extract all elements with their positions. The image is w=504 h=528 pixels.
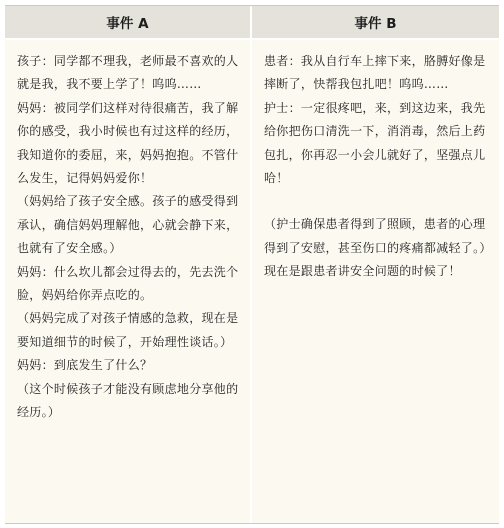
dialogue-mother-2: 妈妈：什么坎儿都会过得去的，先去洗个脸，妈妈给你弄点吃的。 [17, 264, 239, 303]
comparison-table [5, 5, 499, 524]
dialogue-mother-1: 妈妈：被同学们这样对待很痛苦，我了解你的感受，我小时候也有过这样的经历，我知道你的委屈，来，妈妈抱抱。不管什么发生，记得妈妈爱你！ [17, 100, 239, 186]
note-first-aid: （妈妈完成了对孩子情感的急救，现在是要知道细节的时候了，开始理性谈话。） [17, 311, 239, 349]
dialogue-patient: 患者：我从自行车上摔下来，胳膊好像是摔断了，快帮我包扎吧！呜呜…… [264, 54, 486, 92]
column-body-event-b [252, 40, 499, 284]
note-care: （护士确保患者得到了照顾，患者的心理得到了安慰，甚至伤口的疼痛都减轻了。） [264, 217, 492, 255]
column-body-event-a [5, 40, 250, 425]
note-security: （妈妈给了孩子安全感。孩子的感受得到承认，确信妈妈理解他，心就会静下来，也就有了安全感。） [17, 194, 239, 256]
column-event-b [252, 6, 499, 523]
column-event-a [5, 6, 250, 523]
column-header-event-b: 事件 B [252, 6, 499, 40]
spacer [264, 190, 489, 213]
note-share: （这个时候孩子才能没有顾虑地分享他的经历。） [17, 381, 239, 420]
column-header-event-a: 事件 A [5, 6, 250, 40]
dialogue-nurse: 护士：一定很疼吧，来，到这边来，我先给你把伤口清洗一下，消消毒，然后上药包扎，你再忍一小会儿就好了，坚强点儿哈！ [264, 100, 486, 186]
dialogue-mother-3: 妈妈：到底发生了什么？ [17, 358, 153, 373]
dialogue-child: 孩子：同学都不理我，老师最不喜欢的人就是我，我不要上学了！呜呜…… [17, 54, 239, 92]
safety-talk-line: 现在是跟患者讲安全问题的时候了！ [264, 264, 461, 279]
